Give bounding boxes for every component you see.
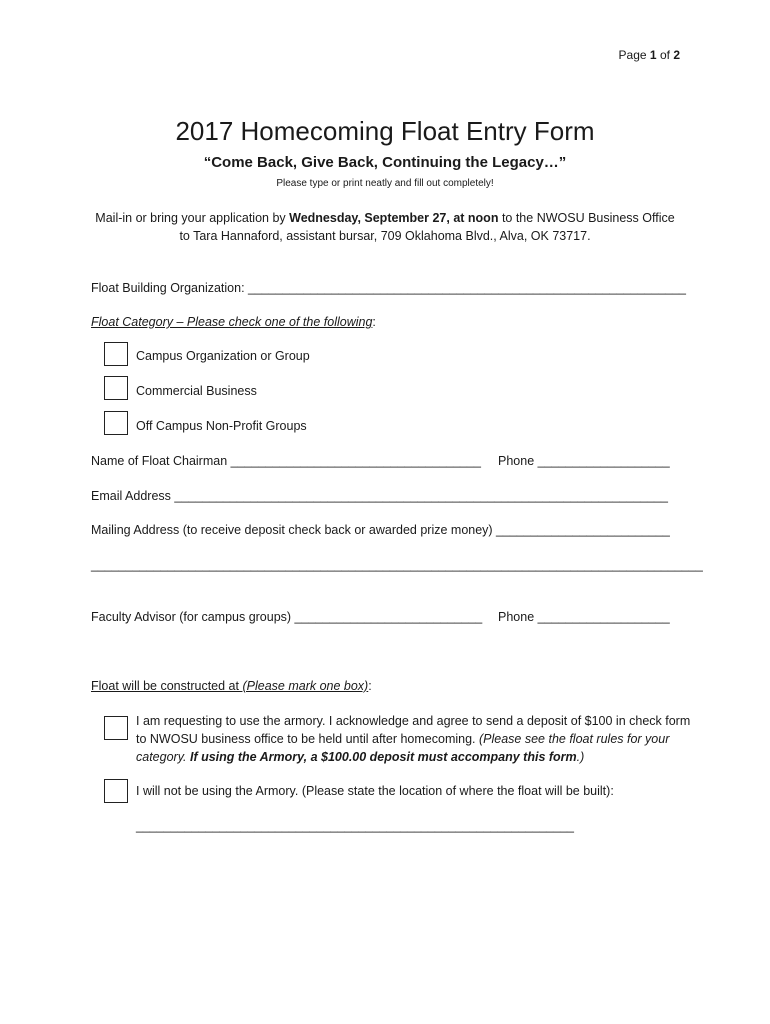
- fill-instructions: Please type or print neatly and fill out completely!: [276, 178, 494, 189]
- mail-instructions: [60, 209, 710, 245]
- mail-line-2: to Tara Hannaford, assistant bursar, 709 Oklahoma Blvd., Alva, OK 73717.: [179, 229, 591, 243]
- armory-checkbox[interactable]: [104, 716, 128, 740]
- category-campus-checkbox[interactable]: [104, 342, 128, 366]
- email-field[interactable]: Email Address _______________________________________________________________________: [91, 489, 668, 503]
- category-nonprofit-checkbox[interactable]: [104, 411, 128, 435]
- mailing-address-line-2[interactable]: ________________________________________________________________________________________: [91, 558, 703, 572]
- category-nonprofit-label: Off Campus Non-Profit Groups: [136, 419, 307, 433]
- chairman-field[interactable]: Name of Float Chairman ____________________________________: [91, 454, 481, 468]
- faculty-advisor-field[interactable]: Faculty Advisor (for campus groups) ___________________________: [91, 610, 483, 624]
- category-commercial-label: Commercial Business: [136, 384, 257, 398]
- category-campus-label: Campus Organization or Group: [136, 349, 310, 363]
- mailing-address-field[interactable]: Mailing Address (to receive deposit check back or awarded prize money) _________________________: [91, 523, 670, 537]
- build-location-line[interactable]: _______________________________________________________________: [136, 819, 574, 833]
- advisor-phone-field[interactable]: Phone ___________________: [498, 610, 670, 624]
- category-heading: Float Category – Please check one of the following:: [91, 315, 376, 329]
- deadline: Wednesday, September 27, at noon: [289, 211, 499, 225]
- form-title: 2017 Homecoming Float Entry Form: [175, 116, 595, 146]
- deposit-notice: If using the Armory, a $100.00 deposit must accompany this form: [189, 750, 577, 764]
- chairman-phone-field[interactable]: Phone ___________________: [498, 454, 670, 468]
- not-armory-label: I will not be using the Armory. (Please state the location of where the float will be built):: [136, 784, 614, 798]
- armory-option-text: I am requesting to use the armory. I acknowledge and agree to send a deposit of $100 in check form to NWOSU business office to be held until after homecoming. (Please see the float rules for your category. If using the Armory, a $100.00 deposit must accompany this form.): [136, 714, 691, 764]
- mail-line-1: Mail-in or bring your application by Wednesday, September 27, at noon to the NWOSU Business Office: [95, 211, 675, 225]
- form-subtitle: “Come Back, Give Back, Continuing the Legacy…”: [203, 154, 567, 171]
- category-commercial-checkbox[interactable]: [104, 376, 128, 400]
- not-armory-checkbox[interactable]: [104, 779, 128, 803]
- organization-field[interactable]: Float Building Organization: _______________________________________________________________: [91, 281, 687, 295]
- construction-heading: Float will be constructed at (Please mark one box):: [91, 679, 372, 693]
- page-number: Page 1 of 2: [618, 48, 680, 62]
